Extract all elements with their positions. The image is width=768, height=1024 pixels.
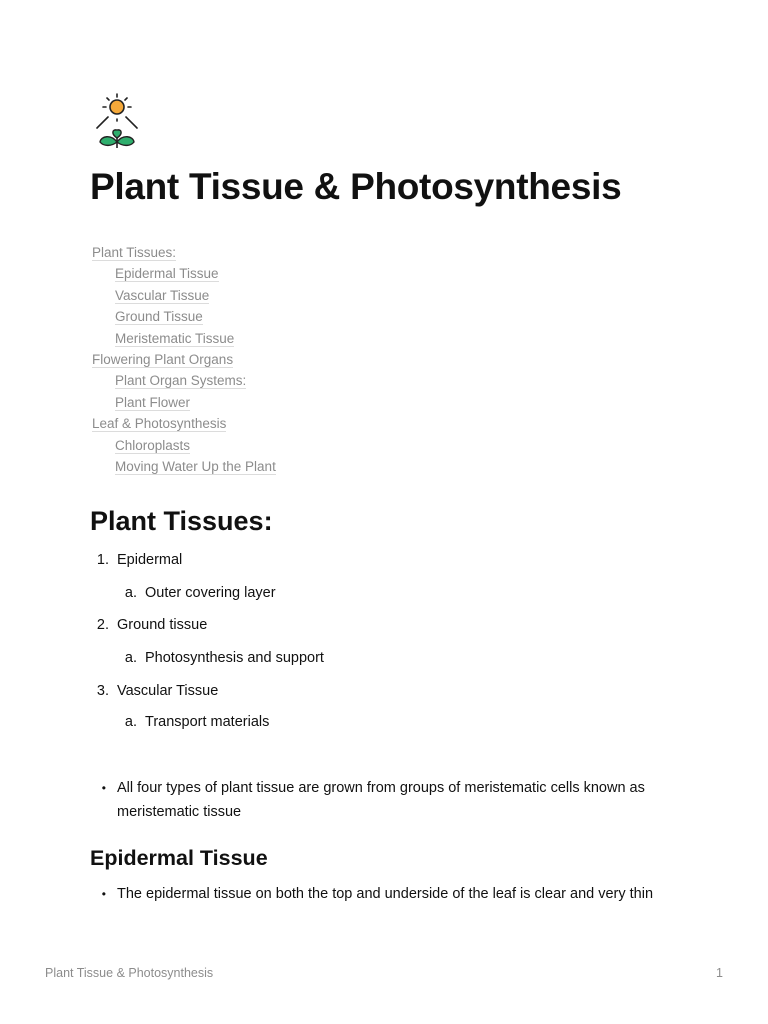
page-number: 1 [716, 966, 723, 980]
list-item: a. Transport materials [124, 714, 270, 730]
toc-link-chloroplasts[interactable]: Chloroplasts [115, 437, 191, 453]
toc-link-leaf-photosynthesis[interactable]: Leaf & Photosynthesis [92, 416, 227, 432]
toc-link-vascular-tissue[interactable]: Vascular Tissue [115, 287, 210, 303]
bullet-item: • All four types of plant tissue are grown from groups of meristematic cells known as meristematic tissue [101, 780, 645, 820]
heading-plant-tissues: Plant Tissues: [90, 506, 273, 536]
page-title: Plant Tissue & Photosynthesis [90, 166, 622, 207]
sun-and-sprout-icon [94, 92, 140, 150]
toc-link-plant-organ-systems[interactable]: Plant Organ Systems: [115, 373, 247, 389]
heading-epidermal-tissue: Epidermal Tissue [90, 846, 268, 870]
list-item: 1. Epidermal [96, 552, 183, 568]
toc-link-plant-flower[interactable]: Plant Flower [115, 394, 191, 410]
bullet-item: • The epidermal tissue on both the top and underside of the leaf is clear and very thin [101, 886, 654, 902]
table-of-contents [92, 243, 276, 478]
list-item: a. Outer covering layer [124, 585, 276, 601]
toc-link-ground-tissue[interactable]: Ground Tissue [115, 309, 203, 325]
toc-link-flowering-plant-organs[interactable]: Flowering Plant Organs [92, 351, 234, 367]
footer-title: Plant Tissue & Photosynthesis [45, 966, 214, 980]
toc-link-epidermal-tissue[interactable]: Epidermal Tissue [115, 266, 219, 282]
toc-link-meristematic-tissue[interactable]: Meristematic Tissue [115, 330, 235, 346]
toc-link-plant-tissues[interactable]: Plant Tissues: [92, 245, 177, 260]
list-item: 3. Vascular Tissue [96, 683, 219, 699]
list-item: a. Photosynthesis and support [124, 650, 324, 666]
list-item: 2. Ground tissue [96, 617, 208, 633]
toc-link-moving-water[interactable]: Moving Water Up the Plant [115, 458, 276, 474]
